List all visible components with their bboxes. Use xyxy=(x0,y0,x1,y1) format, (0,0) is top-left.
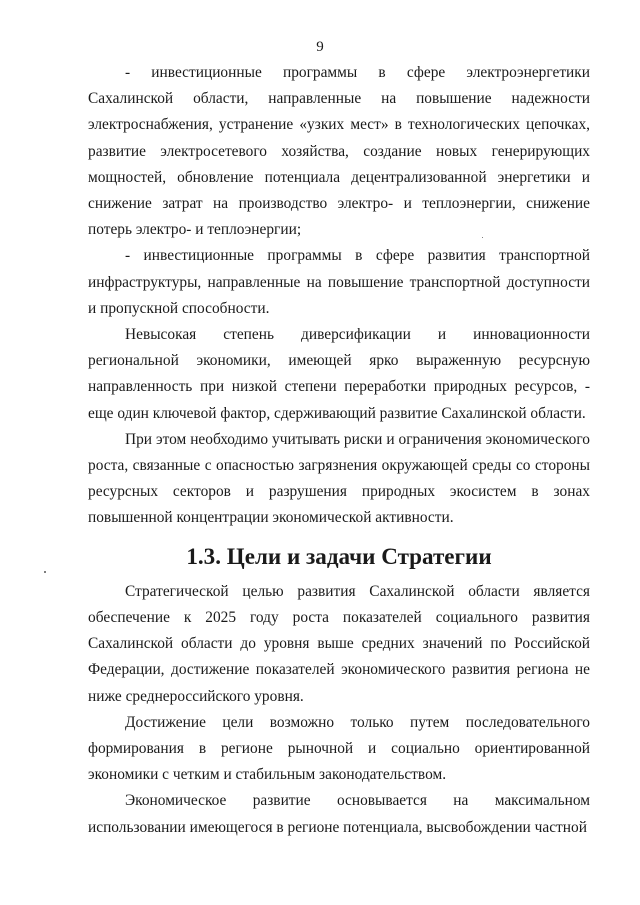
paragraph-risks: При этом необходимо учитывать риски и ограничения экономического роста, связанные с опасностью загрязнения окружающей среды со стороны ресурсных секторов и разрушения природных экосистем в зонах повышенной концентрации экономической активности. xyxy=(88,430,590,527)
scan-speck xyxy=(44,571,46,573)
paragraph-economic-development: Экономическое развитие основывается на максимальном использовании имеющегося в регионе потенциала, высвобождении частной xyxy=(88,792,590,836)
section-heading: 1.3. Цели и задачи Стратегии xyxy=(186,542,492,569)
document-body xyxy=(88,60,590,841)
paragraph-goal-achievement: Достижение цели возможно только путем последовательного формирования в регионе рыночной и социально ориентированной экономики с четким и стабильным законодательством. xyxy=(88,713,590,784)
paragraph-diversification: Невысокая степень диверсификации и инновационности региональной экономики, имеющей ярко выраженную ресурсную направленность при низкой степени переработки природных ресурсов, - еще один ключевой фактор, сдерживающий развитие Сахалинской области. xyxy=(88,326,590,422)
scan-speck xyxy=(482,237,483,238)
paragraph-transport-programs: - инвестиционные программы в сфере развития транспортной инфраструктуры, направленные на повышение транспортной доступности и пропускной способности. xyxy=(88,247,590,317)
paragraph-energy-programs: - инвестиционные программы в сфере электроэнергетики Сахалинской области, направленные на повышение надежности электроснабжения, устранение «узких мест» в технологических цепочках, развитие электросетевого хозяйства, создание новых генерирующих мощностей, обновление потенциала децентрализованной энергетики и снижение затрат на производство электро- и теплоэнергии, снижение потерь электро- и теплоэнергии; xyxy=(88,64,590,239)
paragraph-strategic-goal: Стратегической целью развития Сахалинской области является обеспечение к 2025 году роста показателей социального развития Сахалинской области до уровня выше средних значений по Российской Федерации, достижение показателей экономического развития региона не ниже среднероссийского уровня. xyxy=(88,582,590,705)
page-number: 9 xyxy=(316,39,324,55)
